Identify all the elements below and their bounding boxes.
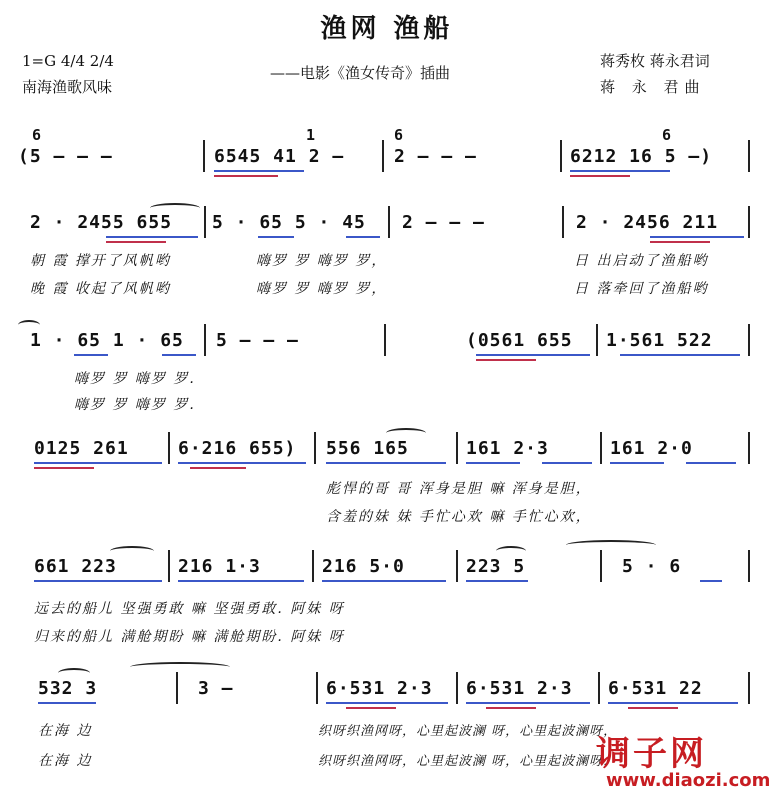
beam bbox=[190, 467, 246, 469]
barline bbox=[314, 432, 316, 464]
lyric-line: 织呀织渔网呀，心里起波澜 呀，心里起波澜呀， bbox=[318, 754, 618, 769]
measure: 556 165 bbox=[326, 438, 409, 459]
end-barline bbox=[748, 140, 750, 172]
beam bbox=[178, 580, 304, 582]
barline bbox=[748, 550, 750, 582]
composer-credit: 蒋 永 君曲 bbox=[600, 78, 706, 96]
song-source: ——电影《渔女传奇》插曲 bbox=[270, 64, 451, 82]
barline bbox=[203, 140, 205, 172]
beam bbox=[74, 354, 108, 356]
watermark-url: www.diaozi.com bbox=[606, 770, 771, 791]
lyric-line: 含羞的妹 妹 手忙心欢 嘛 手忙心欢， bbox=[326, 509, 592, 525]
key-signature: 1=G 4/4 2/4 bbox=[22, 52, 114, 70]
beam bbox=[650, 241, 710, 243]
measure: 1 · 65 1 · 65 bbox=[30, 330, 184, 351]
slur bbox=[18, 320, 40, 330]
measure: 216 5·0 bbox=[322, 556, 405, 577]
beam bbox=[106, 236, 198, 238]
measure: 6·531 22 bbox=[608, 678, 703, 699]
beam bbox=[476, 359, 536, 361]
beam bbox=[346, 707, 396, 709]
beam bbox=[326, 702, 448, 704]
barline bbox=[748, 672, 750, 704]
tie bbox=[130, 662, 230, 672]
barline bbox=[204, 324, 206, 356]
measure: 5 — — — bbox=[216, 330, 299, 351]
beam bbox=[258, 236, 294, 238]
lyric-line: 嗨罗 罗 嗨罗 罗. bbox=[74, 371, 196, 387]
beam bbox=[570, 170, 670, 172]
measure: 661 223 bbox=[34, 556, 117, 577]
beam bbox=[178, 462, 306, 464]
beam bbox=[628, 707, 678, 709]
lyric-line: 在海 边 bbox=[38, 753, 93, 769]
measure: 6·216 655) bbox=[178, 438, 297, 459]
barline bbox=[748, 324, 750, 356]
lyric-line: 嗨罗 罗 嗨罗 罗， bbox=[256, 253, 388, 269]
barline bbox=[204, 206, 206, 238]
measure: 1·561 522 bbox=[606, 330, 713, 351]
barline bbox=[456, 550, 458, 582]
barline bbox=[598, 672, 600, 704]
measure: 2 — — — bbox=[394, 146, 477, 167]
measure: 161 2·3 bbox=[466, 438, 549, 459]
beam bbox=[38, 702, 96, 704]
beam bbox=[570, 175, 630, 177]
lyricist-credit: 蒋秀枚 蒋永君词 bbox=[600, 52, 710, 70]
measure: 223 5 bbox=[466, 556, 526, 577]
beam bbox=[466, 580, 528, 582]
measure: (0561 655 bbox=[466, 330, 573, 351]
beam bbox=[346, 236, 380, 238]
beam bbox=[214, 170, 304, 172]
barline bbox=[382, 140, 384, 172]
grace-note: 6 bbox=[32, 126, 42, 144]
style-note: 南海渔歌风味 bbox=[22, 78, 113, 96]
grace-note: 6 bbox=[394, 126, 404, 144]
measure: 2 · 2455 655 bbox=[30, 212, 173, 233]
beam bbox=[608, 702, 738, 704]
lyric-line: 远去的船儿 坚强勇敢 嘛 坚强勇敢. 阿妹 呀 bbox=[34, 601, 345, 617]
beam bbox=[214, 175, 278, 177]
lyric-line: 日 出启动了渔船哟 bbox=[574, 253, 709, 269]
measure: 2 — — — bbox=[402, 212, 485, 233]
lyric-line: 织呀织渔网呀，心里起波澜 呀，心里起波澜呀， bbox=[318, 724, 618, 739]
barline bbox=[168, 432, 170, 464]
lyric-line: 晚 霞 收起了风帆哟 bbox=[30, 281, 171, 297]
barline bbox=[168, 550, 170, 582]
beam bbox=[162, 354, 196, 356]
measure: (5 — — — bbox=[18, 146, 113, 167]
measure: 6212 16 5 —) bbox=[570, 146, 713, 167]
slur bbox=[496, 546, 526, 556]
barline bbox=[388, 206, 390, 238]
barline bbox=[456, 672, 458, 704]
measure: 5 · 6 bbox=[622, 556, 682, 577]
beam bbox=[650, 236, 744, 238]
measure: 6545 41 2 — bbox=[214, 146, 345, 167]
beam bbox=[34, 467, 94, 469]
barline bbox=[748, 206, 750, 238]
beam bbox=[542, 462, 592, 464]
beam bbox=[466, 462, 520, 464]
barline bbox=[600, 432, 602, 464]
measure: 0125 261 bbox=[34, 438, 129, 459]
lyric-line: 在海 边 bbox=[38, 723, 93, 739]
barline bbox=[384, 324, 386, 356]
beam bbox=[466, 702, 590, 704]
lyric-line: 嗨罗 罗 嗨罗 罗. bbox=[74, 397, 196, 413]
measure: 532 3 bbox=[38, 678, 98, 699]
measure: 5 · 65 5 · 45 bbox=[212, 212, 366, 233]
measure: 161 2·0 bbox=[610, 438, 693, 459]
grace-note: 1 bbox=[306, 126, 316, 144]
barline bbox=[748, 432, 750, 464]
barline bbox=[176, 672, 178, 704]
beam bbox=[700, 580, 722, 582]
beam bbox=[476, 354, 590, 356]
watermark-logo: 调子网 bbox=[596, 734, 707, 774]
measure: 2 · 2456 211 bbox=[576, 212, 719, 233]
beam bbox=[620, 354, 740, 356]
beam bbox=[322, 580, 446, 582]
lyric-line: 日 落牵回了渔船哟 bbox=[574, 281, 709, 297]
slur bbox=[150, 203, 200, 213]
page-title: 渔网 渔船 bbox=[320, 14, 454, 44]
beam bbox=[34, 580, 162, 582]
measure: 3 — bbox=[198, 678, 234, 699]
grace-note: 6 bbox=[662, 126, 672, 144]
barline bbox=[562, 206, 564, 238]
measure: 216 1·3 bbox=[178, 556, 261, 577]
lyric-line: 归来的船儿 满舱期盼 嘛 满舱期盼. 阿妹 呀 bbox=[34, 629, 345, 645]
lyric-line: 嗨罗 罗 嗨罗 罗， bbox=[256, 281, 388, 297]
barline bbox=[600, 550, 602, 582]
beam bbox=[34, 462, 162, 464]
beam bbox=[686, 462, 736, 464]
slur bbox=[58, 668, 90, 678]
barline bbox=[312, 550, 314, 582]
lyric-line: 朝 霞 撑开了风帆哟 bbox=[30, 253, 171, 269]
barline bbox=[560, 140, 562, 172]
slur bbox=[386, 428, 426, 438]
beam bbox=[610, 462, 664, 464]
beam bbox=[326, 462, 446, 464]
measure: 6·531 2·3 bbox=[466, 678, 573, 699]
barline bbox=[456, 432, 458, 464]
beam bbox=[106, 241, 166, 243]
tie bbox=[566, 540, 656, 550]
barline bbox=[316, 672, 318, 704]
lyric-line: 彪悍的哥 哥 浑身是胆 嘛 浑身是胆， bbox=[326, 481, 592, 497]
slur bbox=[110, 546, 154, 556]
barline bbox=[596, 324, 598, 356]
measure: 6·531 2·3 bbox=[326, 678, 433, 699]
beam bbox=[486, 707, 536, 709]
